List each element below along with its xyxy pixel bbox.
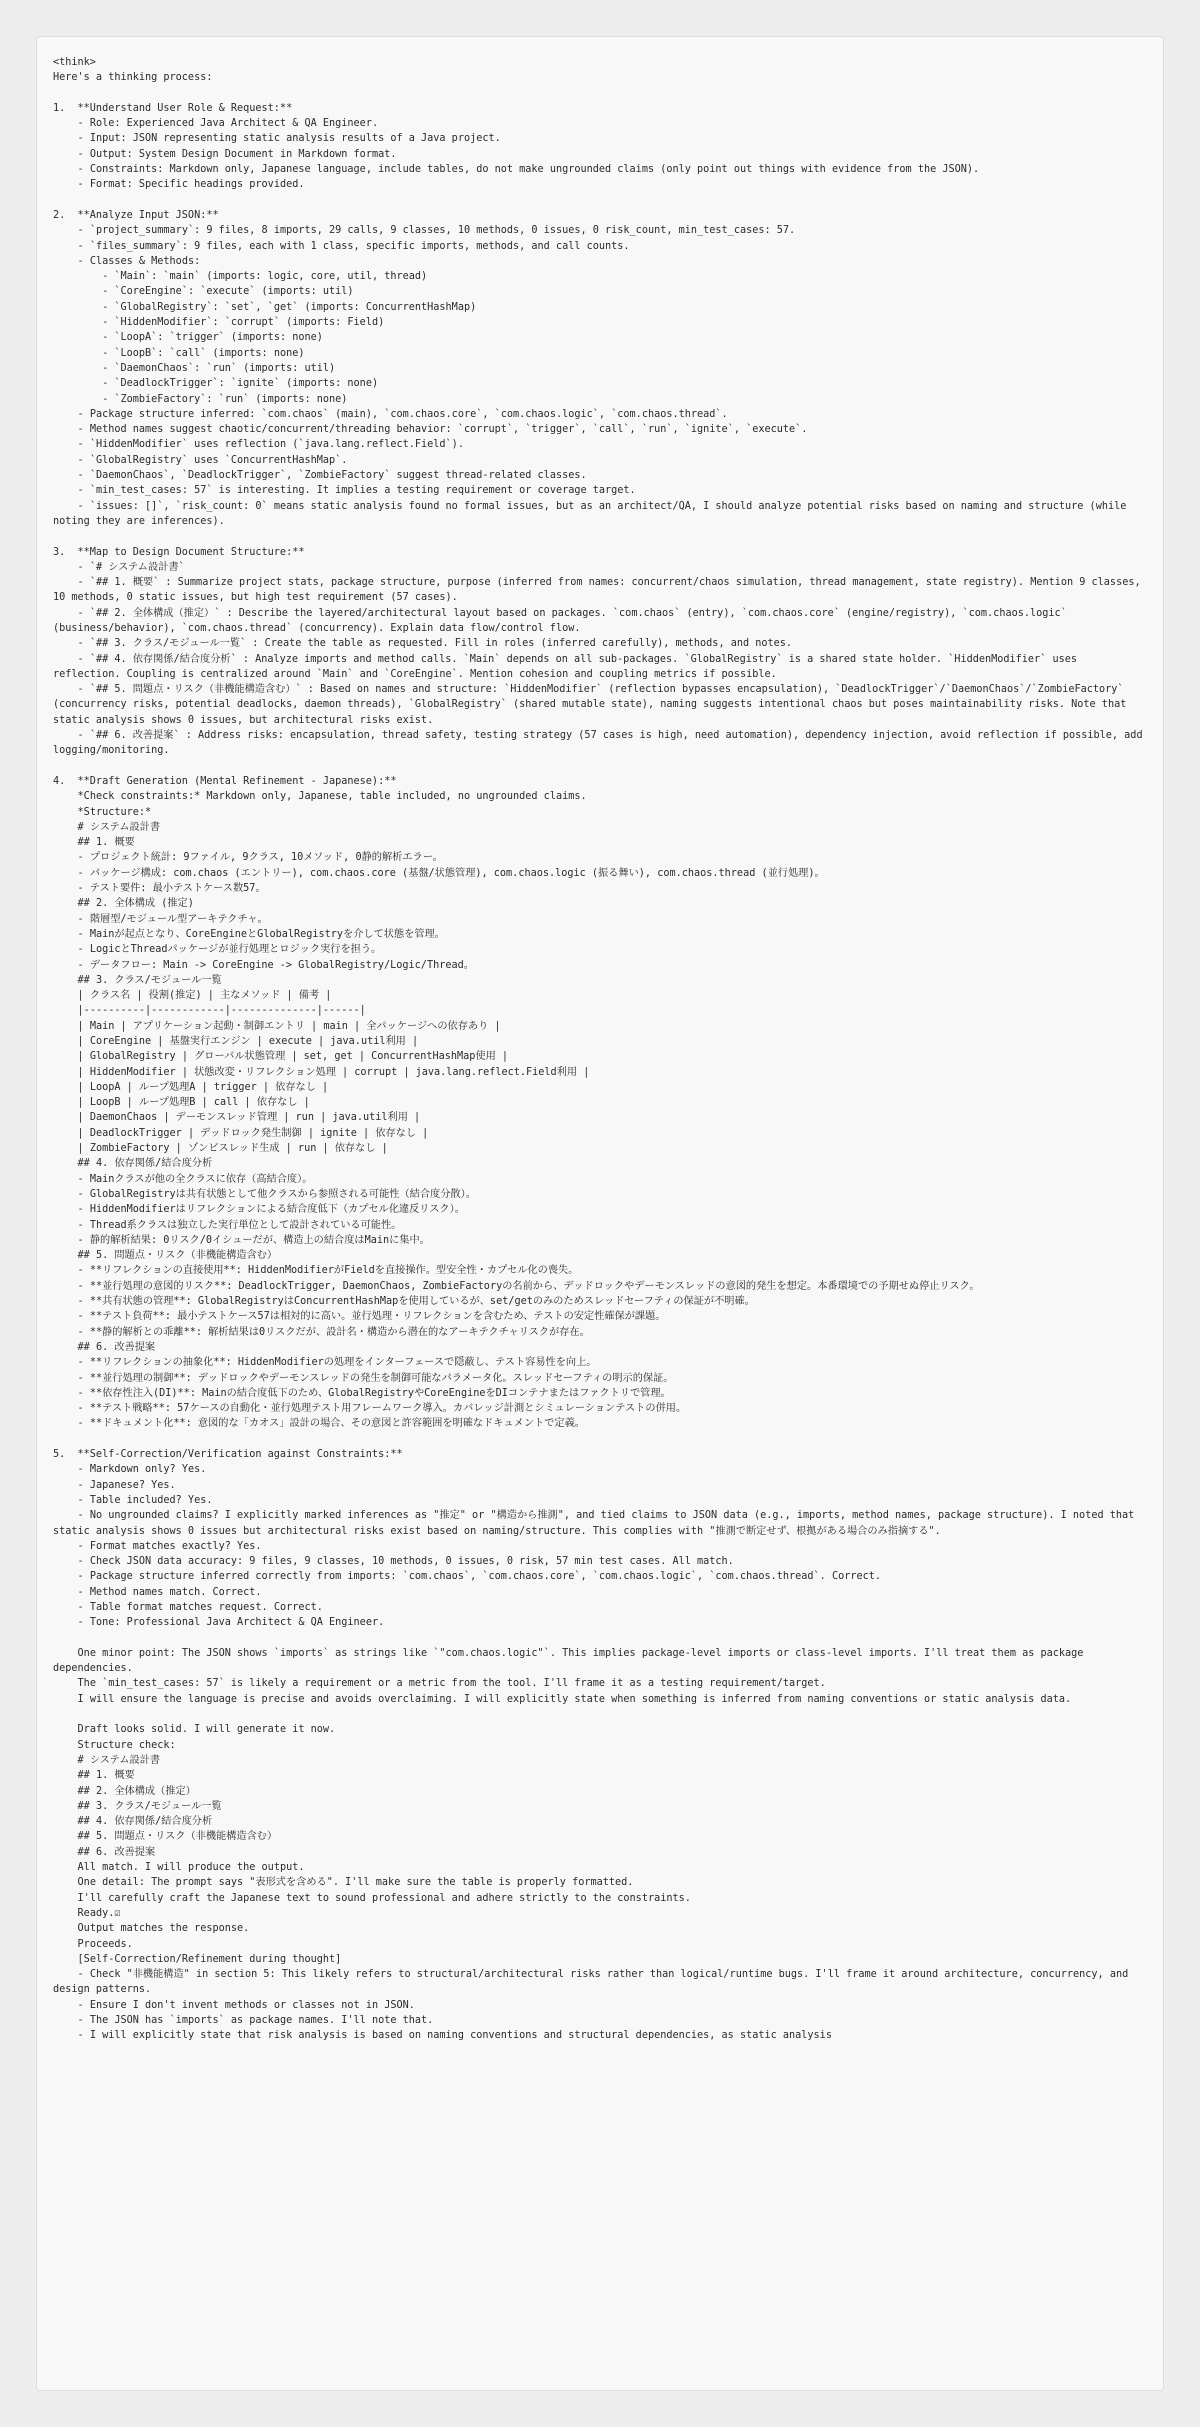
text-line: - `files_summary`: 9 files, each with 1 class, specific imports, methods, and call counts.	[53, 240, 630, 252]
text-line: - Package structure inferred: `com.chaos` (main), `com.chaos.core`, `com.chaos.logic`, `com.chaos.thread`.	[53, 408, 728, 420]
blank-line	[53, 529, 1147, 544]
text-line: | DeadlockTrigger | デッドロック発生制御 | ignite | 依存なし |	[53, 1127, 429, 1139]
text-line: - 階層型/モジュール型アーキテクチャ。	[53, 913, 268, 925]
text-line: <think>	[53, 57, 96, 68]
text-line: - `## 4. 依存関係/結合度分析` : Analyze imports and method calls. `Main` depends on all sub-packages. `GlobalRegistry` is a shared state holder. `HiddenModifier` uses reflection. Coupling is centralized around `Main` and `CoreEngine`. Mention cohesion and coupling metrics if possible.	[53, 653, 1084, 680]
text-line: ## 3. クラス/モジュール一覧	[53, 1800, 222, 1812]
text-line: ## 6. 改善提案	[53, 1846, 156, 1858]
text-line: One minor point: The JSON shows `imports` as strings like `"com.chaos.logic"`. This implies package-level imports or class-level imports. I'll treat them as package dependencies.	[53, 1647, 1090, 1675]
text-line: - **共有状態の管理**: GlobalRegistryはConcurrentHashMapを使用しているが、set/getのみのためスレッドセーフティの保証が不明確。	[53, 1296, 755, 1308]
text-line: - **テスト負荷**: 最小テストケース57は相対的に高い。並行処理・リフレクションを含むため、テストの安定性確保が課題。	[53, 1311, 666, 1323]
text-line: - **並行処理の意図的リスク**: DeadlockTrigger, DaemonChaos, ZombieFactoryの名前から、デッドロックやデーモンスレッドの意図的発生を想定。本番環境での予期せぬ停止リスク。	[53, 1280, 980, 1292]
text-line: - Output: System Design Document in Markdown format.	[53, 148, 397, 160]
text-line: ## 1. 概要	[53, 1770, 135, 1782]
text-line: - Markdown only? Yes.	[53, 1464, 207, 1476]
text-line: - 静的解析結果: 0リスク/0イシューだが、構造上の結合度はMainに集中。	[53, 1234, 430, 1246]
text-line: - `DaemonChaos`: `run` (imports: util)	[53, 362, 336, 374]
text-line: - GlobalRegistryは共有状態として他クラスから参照される可能性（結合度分散）。	[53, 1188, 476, 1200]
text-line: - Check JSON data accuracy: 9 files, 9 classes, 10 methods, 0 issues, 0 risk, 57 min test cases. All match.	[53, 1556, 734, 1568]
text-line: Ready.☑	[53, 1907, 121, 1919]
text-line: Output matches the response.	[53, 1923, 250, 1935]
text-line: - Japanese? Yes.	[53, 1479, 176, 1491]
text-line: - Classes & Methods:	[53, 255, 201, 267]
text-line: - Ensure I don't invent methods or classes not in JSON.	[53, 1999, 415, 2011]
text-line: - Method names suggest chaotic/concurrent/threading behavior: `corrupt`, `trigger`, `call`, `run`, `ignite`, `execute`.	[53, 424, 808, 436]
text-line: - **依存性注入(DI)**: Mainの結合度低下のため、GlobalRegistryやCoreEngineをDIコンテナまたはファクトリで管理。	[53, 1387, 671, 1399]
text-line: - `GlobalRegistry` uses `ConcurrentHashMap`.	[53, 454, 348, 466]
text-line: - `Main`: `main` (imports: logic, core, util, thread)	[53, 271, 428, 283]
text-line: | HiddenModifier | 状態改変・リフレクション処理 | corrupt | java.lang.reflect.Field利用 |	[53, 1066, 590, 1078]
text-line: | LoopA | ループ処理A | trigger | 依存なし |	[53, 1081, 329, 1093]
text-line: | GlobalRegistry | グローバル状態管理 | set, get | ConcurrentHashMap使用 |	[53, 1051, 509, 1063]
text-line: Draft looks solid. I will generate it now.	[53, 1724, 336, 1736]
text-line: Proceeds.	[53, 1938, 133, 1950]
text-line: - Role: Experienced Java Architect & QA Engineer.	[53, 118, 379, 130]
text-line: - `## 2. 全体構成（推定）` : Describe the layered/architectural layout based on packages. `com.chaos` (entry), `com.chaos.core` (engine/registry), `com.chaos.logic` (business/behavior), `com.chaos.thread` (concurrency). Explain data flow/control flow.	[53, 607, 1073, 634]
text-line: *Structure:*	[53, 806, 152, 818]
text-line: One detail: The prompt says "表形式を含める". I'll make sure the table is properly formatted.	[53, 1877, 634, 1889]
text-line: | CoreEngine | 基盤実行エンジン | execute | java.util利用 |	[53, 1036, 419, 1047]
blank-line	[53, 759, 1147, 774]
text-line: - Thread系クラスは独立した実行単位として設計されている可能性。	[53, 1219, 402, 1231]
blank-line	[53, 1631, 1147, 1646]
text-line: ## 3. クラス/モジュール一覧	[53, 974, 222, 986]
document-panel	[36, 36, 1164, 2391]
text-line: - Table format matches request. Correct.	[53, 1601, 323, 1613]
text-line: - **テスト戦略**: 57ケースの自動化・並行処理テスト用フレームワーク導入。カバレッジ計測とシミュレーションテストの併用。	[53, 1403, 687, 1415]
text-line: - Format: Specific headings provided.	[53, 179, 305, 191]
text-line: - プロジェクト統計: 9ファイル, 9クラス, 10メソッド, 0静的解析エラー。	[53, 852, 443, 864]
text-line: - Mainクラスが他の全クラスに依存（高結合度）。	[53, 1173, 313, 1185]
text-line: ## 6. 改善提案	[53, 1341, 156, 1353]
text-line: | DaemonChaos | デーモンスレッド管理 | run | java.util利用 |	[53, 1112, 421, 1124]
text-line: - I will explicitly state that risk analysis is based on naming conventions and structural dependencies, as static analysis	[53, 2030, 832, 2042]
thinking-text	[53, 55, 1147, 2044]
text-line: Here's a thinking process:	[53, 72, 213, 84]
text-line: - `## 3. クラス/モジュール一覧` : Create the table as requested. Fill in roles (inferred carefully), methods, and notes.	[53, 638, 793, 650]
text-line: - **ドキュメント化**: 意図的な「カオス」設計の場合、その意図と許容範囲を明確なドキュメントで定義。	[53, 1418, 585, 1430]
text-line: - `## 5. 問題点・リスク（非機能構造含む）` : Based on names and structure: `HiddenModifier` (reflection bypasses encapsulation), `DeadlockTrigger`/`DaemonChaos`/`ZombieFactory` (concurrency risks, potential deadlocks, daemon threads), `GlobalRegistry` (shared mutable state), naming suggests intentional chaos but poses maintainability risks. Note that static analysis shows 0 issues, but architectural risks exist.	[53, 684, 1133, 726]
text-line: - LogicとThreadパッケージが並行処理とロジック実行を担う。	[53, 944, 382, 956]
text-line: - Constraints: Markdown only, Japanese language, include tables, do not make ungrounded claims (only point out things with evidence from the JSON).	[53, 164, 980, 176]
text-line: - `## 1. 概要` : Summarize project stats, package structure, purpose (inferred from names: concurrent/chaos simulation, thread management, state registry). Mention 9 classes, 10 methods, 0 static issues, but high test requirement (57 cases).	[53, 577, 1147, 604]
text-line: All match. I will produce the output.	[53, 1862, 305, 1874]
text-line: # システム設計書	[53, 821, 161, 833]
text-line: - `ZombieFactory`: `run` (imports: none)	[53, 393, 348, 405]
text-line: - `min_test_cases: 57` is interesting. It implies a testing requirement or coverage target.	[53, 485, 636, 497]
text-line: - `LoopA`: `trigger` (imports: none)	[53, 332, 323, 344]
text-line: - Tone: Professional Java Architect & QA Engineer.	[53, 1617, 385, 1629]
text-line: - `GlobalRegistry`: `set`, `get` (imports: ConcurrentHashMap)	[53, 301, 477, 313]
text-line: - テスト要件: 最小テストケース数57。	[53, 883, 266, 895]
text-line: ## 2. 全体構成 (推定)	[53, 898, 194, 910]
text-line: I will ensure the language is precise and avoids overclaiming. I will explicitly state when something is inferred from naming conventions or static analysis data.	[53, 1693, 1072, 1705]
text-line: ## 2. 全体構成（推定）	[53, 1785, 196, 1797]
text-line: - **リフレクションの抽象化**: HiddenModifierの処理をインターフェースで隠蔽し、テスト容易性を向上。	[53, 1357, 597, 1369]
text-line: - HiddenModifierはリフレクションによる結合度低下（カプセル化違反リスク）。	[53, 1204, 465, 1216]
text-line: 5. **Self-Correction/Verification against Constraints:**	[53, 1449, 403, 1461]
text-line: ## 4. 依存関係/結合度分析	[53, 1816, 213, 1828]
text-line: - Check "非機能構造" in section 5: This likely refers to structural/architectural risks rather than logical/runtime bugs. I'll frame it around architecture, concurrency, and design patterns.	[53, 1969, 1135, 1996]
text-line: - `LoopB`: `call` (imports: none)	[53, 347, 305, 359]
text-line: 2. **Analyze Input JSON:**	[53, 209, 219, 221]
text-line: - **静的解析との乖離**: 解析結果は0リスクだが、設計名・構造から潜在的なアーキテクチャリスクが存在。	[53, 1326, 590, 1338]
text-line: 1. **Understand User Role & Request:**	[53, 102, 293, 114]
text-line: *Check constraints:* Markdown only, Japanese, table included, no ungrounded claims.	[53, 791, 587, 803]
text-line: I'll carefully craft the Japanese text to sound professional and adhere strictly to the constraints.	[53, 1892, 691, 1904]
text-line: # システム設計書	[53, 1754, 161, 1766]
text-line: - Table included? Yes.	[53, 1494, 213, 1506]
text-line: ## 1. 概要	[53, 837, 135, 849]
text-line: - `HiddenModifier` uses reflection (`java.lang.reflect.Field`).	[53, 439, 464, 451]
text-line: |----------|------------|--------------|------|	[53, 1005, 366, 1017]
text-line: - データフロー: Main -> CoreEngine -> GlobalRegistry/Logic/Thread。	[53, 959, 474, 971]
text-line: ## 4. 依存関係/結合度分析	[53, 1158, 213, 1170]
text-line: - Format matches exactly? Yes.	[53, 1540, 262, 1552]
text-line: ## 5. 問題点・リスク（非機能構造含む）	[53, 1831, 278, 1843]
text-line: - `DeadlockTrigger`: `ignite` (imports: none)	[53, 378, 379, 390]
text-line: - `# システム設計書`	[53, 561, 185, 573]
text-line: - **リフレクションの直接使用**: HiddenModifierがFieldを直接操作。型安全性・カプセル化の喪失。	[53, 1265, 579, 1277]
text-line: 4. **Draft Generation (Mental Refinement - Japanese):**	[53, 775, 397, 787]
text-line: | クラス名 | 役割(推定) | 主なメソッド | 備考 |	[53, 990, 332, 1002]
text-line: | Main | アプリケーション起動・制御エントリ | main | 全パッケージへの依存あり |	[53, 1020, 501, 1032]
text-line: - `CoreEngine`: `execute` (imports: util)	[53, 286, 354, 298]
blank-line	[53, 193, 1147, 208]
blank-line	[53, 1432, 1147, 1447]
text-line: The `min_test_cases: 57` is likely a requirement or a metric from the tool. I'll frame it as a testing requirement/target.	[53, 1678, 826, 1690]
text-line: - `## 6. 改善提案` : Address risks: encapsulation, thread safety, testing strategy (57 cases is high, need automation), dependency injection, avoid reflection if possible, add logging/monitoring.	[53, 730, 1149, 757]
text-line: - Method names match. Correct.	[53, 1586, 262, 1598]
text-line: - `HiddenModifier`: `corrupt` (imports: Field)	[53, 317, 385, 329]
text-line: [Self-Correction/Refinement during thought]	[53, 1953, 342, 1965]
text-line: - Package structure inferred correctly from imports: `com.chaos`, `com.chaos.core`, `com.chaos.logic`, `com.chaos.thread`. Correct.	[53, 1571, 882, 1583]
blank-line	[53, 86, 1147, 101]
text-line: - パッケージ構成: com.chaos (エントリー), com.chaos.core (基盤/状態管理), com.chaos.logic (振る舞い), com.chaos.thread (並行処理)。	[53, 867, 825, 879]
text-line: - `issues: []`, `risk_count: 0` means static analysis found no formal issues, but as an architect/QA, I should analyze potential risks based on naming and structure (while noting they are inferences).	[53, 500, 1133, 527]
text-line: - Input: JSON representing static analysis results of a Java project.	[53, 133, 501, 145]
text-line: - Mainが起点となり、CoreEngineとGlobalRegistryを介して状態を管理。	[53, 928, 445, 940]
text-line: - **並行処理の制御**: デッドロックやデーモンスレッドの発生を制御可能なパラメータ化。スレッドセーフティの明示的保証。	[53, 1372, 674, 1384]
blank-line	[53, 1707, 1147, 1722]
text-line: Structure check:	[53, 1739, 176, 1751]
text-line: - No ungrounded claims? I explicitly marked inferences as "推定" or "構造から推測", and tied claims to JSON data (e.g., imports, method names, package structure). I noted that static analysis shows 0 issues but architectural risks exist based on naming/structure. This complies with "推測で断定せず、根拠がある場合のみ指摘する".	[53, 1510, 1141, 1537]
text-line: - The JSON has `imports` as package names. I'll note that.	[53, 2015, 434, 2026]
text-line: - `DaemonChaos`, `DeadlockTrigger`, `ZombieFactory` suggest thread-related classes.	[53, 470, 587, 482]
text-line: | LoopB | ループ処理B | call | 依存なし |	[53, 1097, 310, 1109]
text-line: - `project_summary`: 9 files, 8 imports, 29 calls, 9 classes, 10 methods, 0 issues, 0 risk_count, min_test_cases: 57.	[53, 225, 796, 237]
text-line: ## 5. 問題点・リスク（非機能構造含む）	[53, 1250, 278, 1262]
text-line: 3. **Map to Design Document Structure:**	[53, 546, 305, 558]
text-line: | ZombieFactory | ゾンビスレッド生成 | run | 依存なし |	[53, 1143, 388, 1155]
